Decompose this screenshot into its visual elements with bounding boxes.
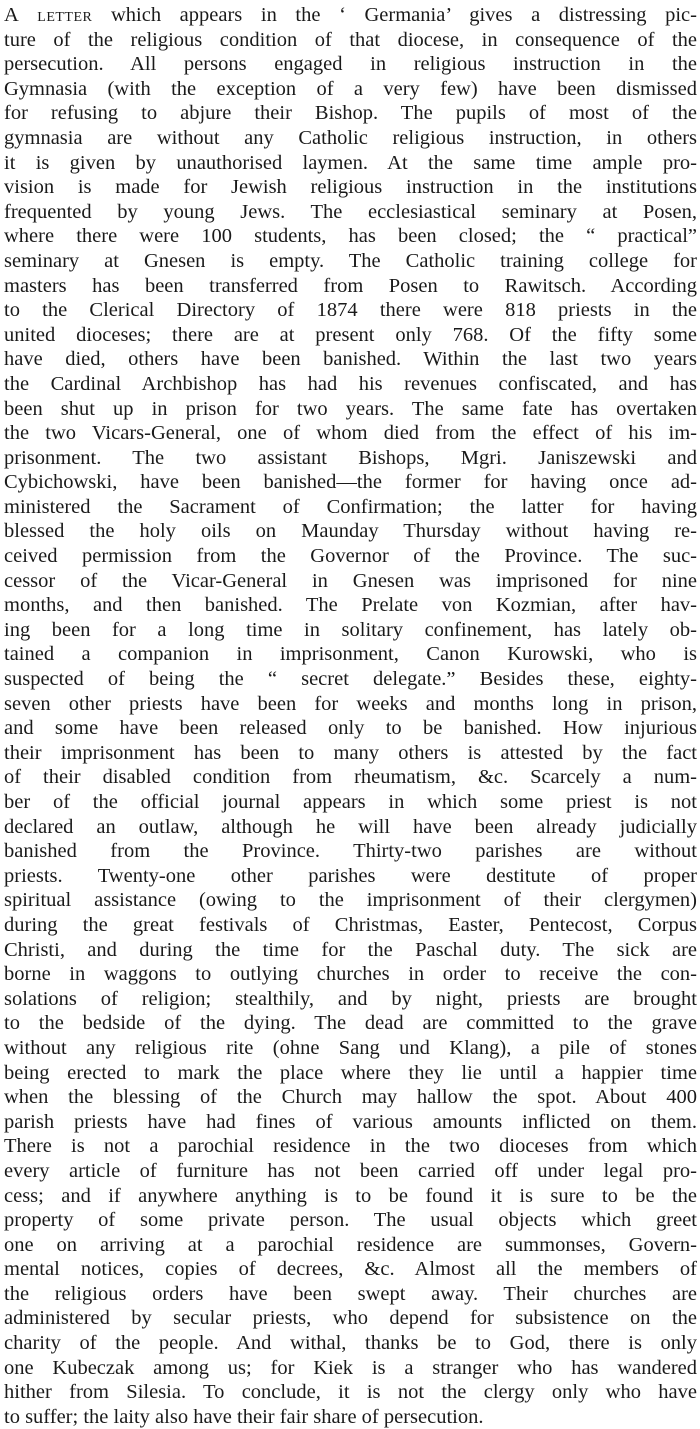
text-line: banished from the Province. Thirty-two parishes are without: [4, 840, 697, 863]
text-line: frequented by young Jews. The ecclesiastical seminary at Posen,: [4, 200, 697, 223]
text-line: persecution. All persons engaged in religious instruction in the: [4, 53, 697, 76]
text-line: administered by secular priests, who depend for subsistence on the: [4, 1307, 697, 1330]
text-line: Gymnasia (with the exception of a very few) have been dismissed: [4, 77, 697, 100]
text-line: masters has been transferred from Posen to Rawitsch. According: [4, 274, 697, 297]
text-line-last: to suffer; the laity also have their fair share of persecution.: [4, 1405, 484, 1428]
text-line: Christi, and during the time for the Paschal duty. The sick are: [4, 938, 697, 961]
text-line: spiritual assistance (owing to the imprisonment of their clergymen): [4, 889, 697, 912]
text-line: ber of the official journal appears in which some priest is not: [4, 791, 697, 813]
text-line: for refusing to abjure their Bishop. The pupils of most of the: [4, 102, 697, 125]
text-line: every article of furniture has not been carried off under legal pro-: [4, 1159, 697, 1182]
text-line: it is given by unauthorised laymen. At the same time ample pro-: [4, 151, 697, 174]
text-line: seven other priests have been for weeks and months long in prison,: [4, 692, 697, 715]
text-line: ministered the Sacrament of Confirmation; the latter for having: [4, 495, 697, 518]
text-line: the religious orders have been swept away. Their churches are: [4, 1282, 697, 1305]
text-line: the Cardinal Archbishop has had his revenues confiscated, and has: [4, 372, 697, 395]
text-line: cess; and if anywhere anything is to be found it is sure to be the: [4, 1184, 697, 1207]
text-line: parish priests have had fines of various amounts inflicted on them.: [4, 1110, 697, 1133]
text-line: blessed the holy oils on Maunday Thursday without having re-: [4, 520, 697, 543]
text-line: during the great festivals of Christmas, Easter, Pentecost, Corpus: [4, 913, 697, 936]
text-line: borne in waggons to outlying churches in order to receive the con-: [4, 963, 697, 986]
text-line: the two Vicars-General, one of whom died from the effect of his im-: [4, 422, 697, 445]
text-line: ceived permission from the Governor of the Province. The suc-: [4, 545, 697, 568]
text-line: vision is made for Jewish religious instruction in the institutions: [4, 176, 697, 199]
text-line: without any religious rite (ohne Sang und Klang), a pile of stones: [4, 1036, 697, 1059]
text-line: There is not a parochial residence in the two dioceses from which: [4, 1135, 697, 1158]
text-line: mental notices, copies of decrees, &c. Almost all the members of: [4, 1258, 697, 1281]
text-line: priests. Twenty-one other parishes were destitute of proper: [4, 864, 697, 887]
text-line: hither from Silesia. To conclude, it is not the clergy only who have: [4, 1381, 697, 1404]
text-line: been shut up in prison for two years. The same fate has overtaken: [4, 397, 697, 420]
text-line: being erected to mark the place where they lie until a happier time: [4, 1061, 697, 1084]
text-line: ture of the religious condition of that diocese, in consequence of the: [4, 28, 697, 51]
text-line: of their disabled condition from rheumatism, &c. Scarcely a num-: [4, 766, 697, 789]
text-line: cessor of the Vicar-General in Gnesen was imprisoned for nine: [4, 569, 697, 592]
text-line-content: which appears in the ‘ Germania’ gives a distressing pic-: [92, 4, 697, 26]
text-line: one on arriving at a parochial residence are summonses, Govern-: [4, 1233, 697, 1256]
text-line: when the blessing of the Church may hallow the spot. About 400: [4, 1086, 697, 1109]
text-line: tained a companion in imprisonment, Canon Kurowski, who is: [4, 643, 697, 666]
text-line: suspected of being the “ secret delegate.” Besides these, eighty-: [4, 668, 697, 691]
text-line: months, and then banished. The Prelate von Kozmian, after hav-: [4, 594, 697, 617]
text-line: one Kubeczak among us; for Kiek is a stranger who has wandered: [4, 1356, 697, 1379]
text-line: have died, others have been banished. Within the last two years: [4, 348, 697, 371]
text-line: united dioceses; there are at present only 768. Of the fifty some: [4, 323, 697, 346]
text-line: prisonment. The two assistant Bishops, Mgri. Janiszewski and: [4, 446, 697, 469]
text-line: ing been for a long time in solitary confinement, has lately ob-: [4, 618, 697, 641]
text-line: Cybichowski, have been banished—the former for having once ad-: [4, 471, 697, 494]
lead-word: A letter: [4, 4, 93, 26]
text-line: to the bedside of the dying. The dead are committed to the grave: [4, 1012, 697, 1035]
text-line: [4, 3, 697, 28]
text-line: to the Clerical Directory of 1874 there were 818 priests in the: [4, 299, 697, 322]
text-line: solations of religion; stealthily, and by night, priests are brought: [4, 987, 697, 1010]
text-line: declared an outlaw, although he will have been already judicially: [4, 815, 697, 838]
text-line: their imprisonment has been to many others is attested by the fact: [4, 741, 697, 764]
text-line: and some have been released only to be banished. How injurious: [4, 717, 697, 740]
text-line: seminary at Gnesen is empty. The Catholic training college for: [4, 249, 697, 272]
text-line: where there were 100 students, has been closed; the “ practical”: [4, 225, 697, 248]
text-line: gymnasia are without any Catholic religious instruction, in others: [4, 126, 697, 149]
text-line: charity of the people. And withal, thanks be to God, there is only: [4, 1332, 697, 1355]
text-line: property of some private person. The usual objects which greet: [4, 1209, 697, 1232]
